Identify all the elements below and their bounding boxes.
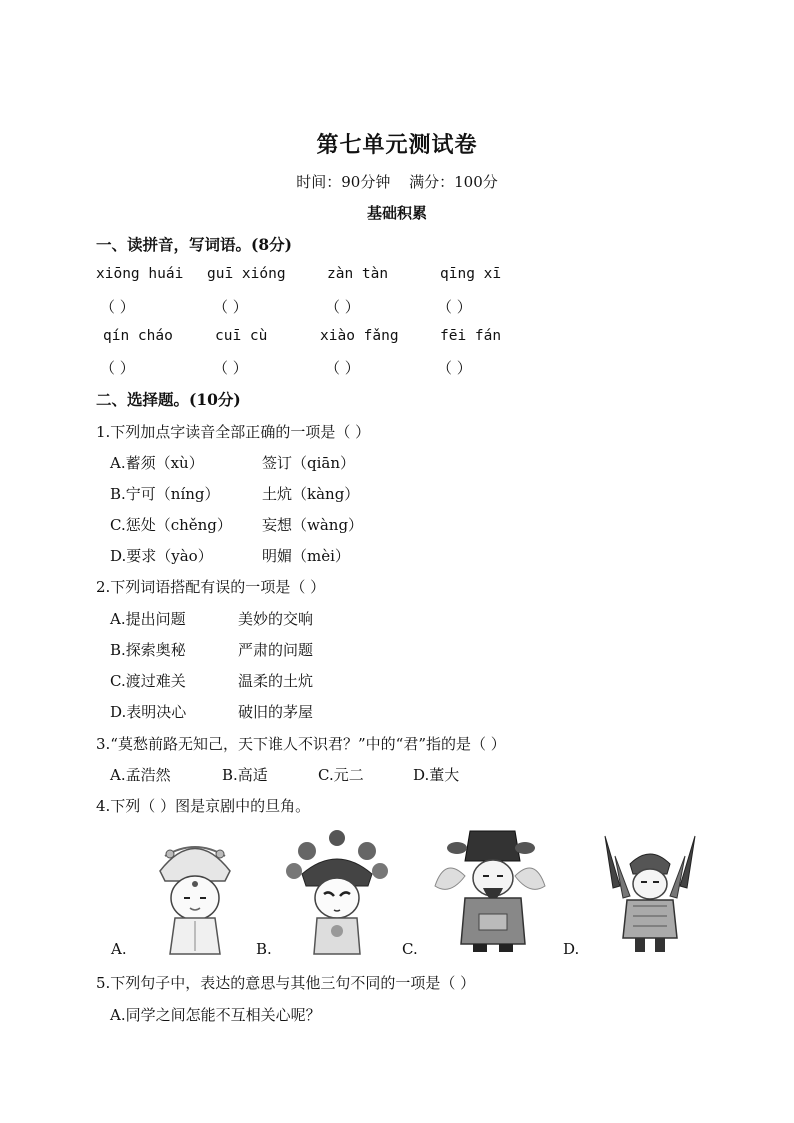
- opera-figure-a-image[interactable]: [130, 826, 260, 956]
- figure-label-a: A.: [111, 940, 127, 958]
- pinyin-4: qīng xī: [440, 266, 502, 282]
- exam-meta: [0, 171, 794, 192]
- section-heading: 基础积累: [366, 204, 427, 222]
- page-title: 第七单元测试卷: [316, 132, 478, 158]
- pinyin-1: xiōng huái: [96, 266, 184, 282]
- figure-label-c: C.: [402, 940, 418, 958]
- pinyin-5: qín cháo: [103, 328, 173, 344]
- time-limit: 时间：90分钟: [296, 173, 391, 191]
- option-a[interactable]: A.孟浩然: [110, 766, 171, 784]
- question-5-stem: 5.下列句子中，表达的意思与其他三句不同的一项是（ ）: [96, 974, 476, 992]
- option-b-1[interactable]: B.探索奥秘: [110, 641, 186, 659]
- figure-label-b: B.: [256, 940, 272, 958]
- opera-figure-c-image[interactable]: [425, 826, 555, 956]
- figure-label-d: D.: [563, 940, 580, 958]
- q2-heading: 二、选择题。(10分): [96, 390, 241, 409]
- option-c-2: 妄想（wàng）: [262, 516, 364, 534]
- option-a[interactable]: A.同学之间怎能不互相关心呢？: [110, 1006, 321, 1024]
- answer-blank-3[interactable]: （ ）: [325, 298, 360, 316]
- answer-blank-7[interactable]: （ ）: [325, 359, 360, 377]
- option-d-1[interactable]: D.要求（yào）: [110, 547, 213, 565]
- option-d-2: 明媚（mèi）: [262, 547, 350, 565]
- opera-figure-b-image[interactable]: [272, 826, 402, 956]
- pinyin-7: xiào fǎng: [320, 328, 399, 344]
- answer-blank-5[interactable]: （ ）: [100, 359, 135, 377]
- answer-blank-4[interactable]: （ ）: [437, 298, 472, 316]
- option-b-2: 土炕（kàng）: [262, 485, 360, 503]
- pinyin-2: guī xióng: [207, 266, 286, 282]
- pinyin-3: zàn tàn: [327, 266, 389, 282]
- full-score: 满分：100分: [409, 173, 498, 191]
- q1-heading: 一、读拼音，写词语。(8分): [96, 235, 292, 254]
- answer-blank-8[interactable]: （ ）: [437, 359, 472, 377]
- option-c-1[interactable]: C.渡过难关: [110, 672, 186, 690]
- option-a-1[interactable]: A.蓄须（xù）: [110, 454, 204, 472]
- option-c-1[interactable]: C.惩处（chěng）: [110, 516, 232, 534]
- opera-figure-d-image[interactable]: [585, 826, 715, 956]
- option-b[interactable]: B.高适: [222, 766, 268, 784]
- question-4-stem: 4.下列（ ）图是京剧中的旦角。: [96, 797, 311, 815]
- option-a-2: 签订（qiān）: [262, 454, 356, 472]
- option-c-2: 温柔的土炕: [238, 672, 314, 690]
- option-b-1[interactable]: B.宁可（níng）: [110, 485, 220, 503]
- answer-blank-2[interactable]: （ ）: [213, 298, 248, 316]
- option-a-2: 美妙的交响: [238, 610, 314, 628]
- option-d[interactable]: D.董大: [413, 766, 460, 784]
- question-3-stem: 3.“莫愁前路无知己，天下谁人不识君？”中的“君”指的是（ ）: [96, 735, 506, 753]
- option-b-2: 严肃的问题: [238, 641, 314, 659]
- option-d-2: 破旧的茅屋: [238, 703, 314, 721]
- question-2-stem: 2.下列词语搭配有误的一项是（ ）: [96, 578, 326, 596]
- pinyin-8: fēi fán: [440, 328, 502, 344]
- pinyin-6: cuī cù: [215, 328, 268, 344]
- option-c[interactable]: C.元二: [318, 766, 364, 784]
- answer-blank-6[interactable]: （ ）: [213, 359, 248, 377]
- answer-blank-1[interactable]: （ ）: [100, 298, 135, 316]
- option-a-1[interactable]: A.提出问题: [110, 610, 186, 628]
- question-1-stem: 1.下列加点字读音全部正确的一项是（ ）: [96, 423, 371, 441]
- option-d-1[interactable]: D.表明决心: [110, 703, 187, 721]
